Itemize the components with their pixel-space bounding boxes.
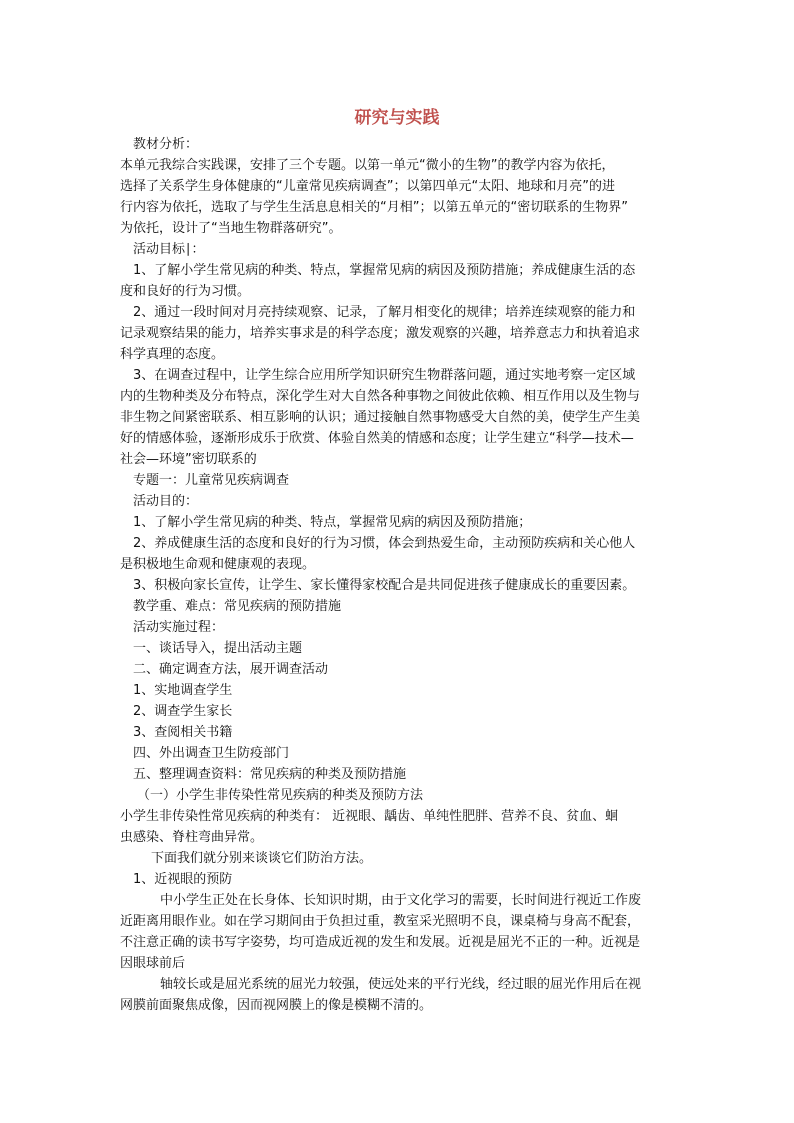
text-line: 2、调查学生家长	[133, 704, 233, 719]
text-line: 轴较长或是屈光系统的屈光力较强，使远处来的平行光线，经过眼的屈光作用后在视	[160, 977, 642, 992]
text-line: 社会—环境”密切联系的	[120, 452, 257, 467]
text-line: 内的生物种类及分布特点，深化学生对大自然各种事物之间彼此依赖、相互作用以及生物与	[120, 389, 641, 404]
text-line: 非生物之间紧密联系、相互影响的认识；通过接触自然事物感受大自然的美，使学生产生美	[120, 410, 641, 425]
text-line: 科学真理的态度。	[120, 347, 225, 362]
text-line: 是积极地生命观和健康观的表现。	[120, 557, 316, 572]
text-line: 一、谈话导入，提出活动主题	[133, 641, 303, 656]
text-line: 好的情感体验，逐渐形成乐于欣赏、体验自然美的情感和态度；让学生建立“科学—技术—	[120, 431, 634, 446]
text-line: 3、积极向家长宣传，让学生、家长懂得家校配合是共同促进孩子健康成长的重要因素。	[133, 578, 636, 593]
text-line: 1、近视眼的预防	[133, 872, 233, 887]
text-line: 活动实施过程：	[133, 620, 225, 635]
text-line: 二、确定调查方法，展开调查活动	[133, 662, 329, 677]
text-line: 选择了关系学生身体健康的“儿童常见疾病调查”；以第四单元“太阳、地球和月亮”的进	[120, 179, 615, 194]
text-line: 教学重、难点：常见疾病的预防措施	[133, 599, 342, 614]
text-line: 四、外出调查卫生防疫部门	[133, 746, 290, 761]
text-line: 3、查阅相关书籍	[133, 725, 233, 740]
text-line: 3、在调查过程中，让学生综合应用所学知识研究生物群落问题，通过实地考察一定区域	[133, 368, 636, 383]
text-line: 2、通过一段时间对月亮持续观察、记录，了解月相变化的规律；培养连续观察的能力和	[133, 305, 636, 320]
text-line: 五、整理调查资料：常见疾病的种类及预防措施	[133, 767, 407, 782]
text-line: 网膜前面聚焦成像，因而视网膜上的像是模糊不清的。	[120, 998, 433, 1013]
text-line: 本单元我综合实践课，安排了三个专题。以第一单元“微小的生物”的教学内容为依托，	[120, 158, 615, 173]
text-line: 1、了解小学生常见病的种类、特点，掌握常见病的病因及预防措施；	[133, 515, 532, 530]
text-line: 2、养成健康生活的态度和良好的行为习惯，体会到热爱生命，主动预防疾病和关心他人	[133, 536, 636, 551]
text-line: 近距离用眼作业。如在学习期间由于负担过重，教室采光照明不良，课桌椅与身高不配套，	[120, 914, 641, 929]
text-line: 记录观察结果的能力，培养实事求是的科学态度；激发观察的兴趣，培养意志力和执着追求	[120, 326, 641, 341]
text-line: 教材分析：	[133, 137, 199, 152]
text-line: 1、了解小学生常见病的种类、特点，掌握常见病的病因及预防措施；养成健康生活的态	[133, 263, 636, 278]
text-line: 为依托，设计了“当地生物群落研究”。	[120, 221, 342, 236]
text-line: 1、实地调查学生	[133, 683, 233, 698]
text-line: 度和良好的行为习惯。	[120, 284, 251, 299]
text-line: 行内容为依托，选取了与学生生活息息相关的“月相”；以第五单元的“密切联系的生物界”	[120, 200, 628, 215]
text-line: 不注意正确的读书写字姿势，均可造成近视的发生和发展。近视是屈光不正的一种。近视是	[120, 935, 641, 950]
text-line: 活动目的：	[133, 494, 199, 509]
text-line: 活动目标∣：	[133, 242, 205, 257]
text-line: 下面我们就分别来谈谈它们防治方法。	[151, 851, 373, 866]
document-title: 研究与实践	[354, 108, 440, 128]
text-line: （一）小学生非传染性常见疾病的种类及预防方法	[137, 788, 424, 803]
text-line: 专题一：儿童常见疾病调查	[133, 473, 290, 488]
text-line: 小学生非传染性常见疾病的种类有： 近视眼、龋齿、单纯性肥胖、营养不良、贫血、蛔	[120, 809, 619, 824]
text-line: 因眼球前后	[120, 956, 186, 971]
text-line: 中小学生正处在长身体、长知识时期，由于文化学习的需要，长时间进行视近工作废	[160, 893, 642, 908]
text-line: 虫感染、脊柱弯曲异常。	[120, 830, 264, 845]
